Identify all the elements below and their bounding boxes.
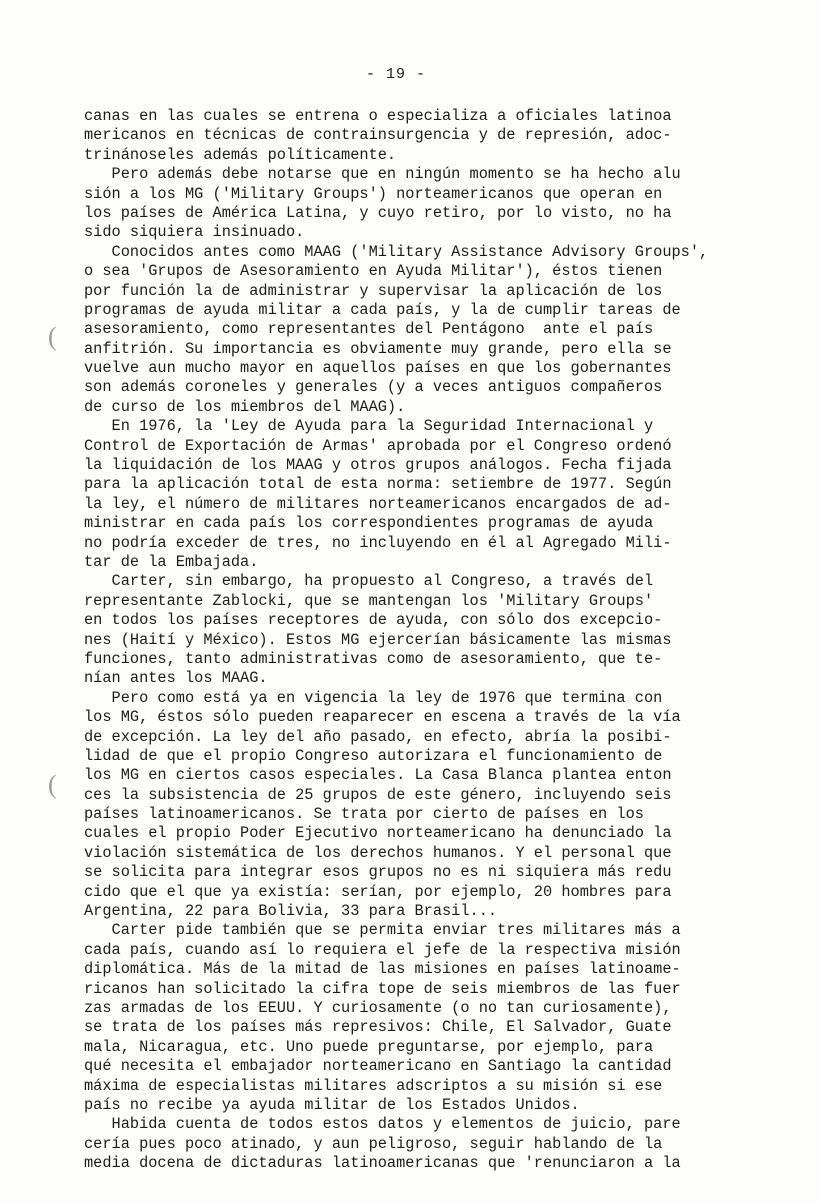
text-line: Carter pide también que se permita enviar tres militares más a (84, 921, 681, 940)
text-line: de curso de los miembros del MAAG). (84, 397, 406, 416)
text-line: máxima de especialistas militares adscriptos a su misión si ese (84, 1076, 663, 1095)
text-line: se trata de los países más represivos: Chile, El Salvador, Guate (84, 1018, 672, 1037)
text-line: los países de América Latina, y cuyo retiro, por lo visto, no ha (84, 203, 672, 222)
text-line: trinánoseles además políticamente. (84, 145, 397, 164)
text-line: no podría exceder de tres, no incluyendo en él al Agregado Mili- (84, 533, 672, 552)
text-line: Pero además debe notarse que en ningún momento se ha hecho alu (84, 165, 681, 184)
text-line: país no recibe ya ayuda militar de los Estados Unidos. (84, 1095, 580, 1114)
text-line: para la aplicación total de esta norma: setiembre de 1977. Según (84, 475, 672, 494)
text-line: los MG en ciertos casos especiales. La Casa Blanca plantea enton (84, 766, 672, 785)
text-line: vuelve aun mucho mayor en aquellos países en que los gobernantes (84, 359, 672, 378)
text-line: Argentina, 22 para Bolivia, 33 para Brasil... (84, 902, 498, 921)
text-line: cuales el propio Poder Ejecutivo norteamericano ha denunciado la (84, 824, 672, 843)
margin-bracket-mark: ( (48, 322, 57, 351)
text-line: tar de la Embajada. (84, 552, 259, 571)
text-line: los MG, éstos sólo pueden reaparecer en escena a través de la vía (84, 708, 681, 727)
text-line: Carter, sin embargo, ha propuesto al Congreso, a través del (84, 572, 654, 591)
text-line: Pero como está ya en vigencia la ley de 1976 que termina con (84, 688, 663, 707)
text-line: canas en las cuales se entrena o especializa a oficiales latinoa (84, 107, 672, 125)
text-line: de excepción. La ley del año pasado, en efecto, abría la posibi- (84, 727, 672, 746)
text-line: cada país, cuando así lo requiera el jefe de la respectiva misión (84, 940, 681, 959)
text-line: la liquidación de los MAAG y otros grupos análogos. Fecha fijada (84, 456, 672, 475)
text-line: diplomática. Más de la mitad de las misiones en países latinoame- (84, 960, 681, 979)
text-line: En 1976, la 'Ley de Ayuda para la Seguridad Internacional y (84, 417, 654, 436)
text-line: media docena de dictaduras latinoamericanas que 'renunciaron a la (84, 1154, 681, 1173)
text-line: o sea 'Grupos de Asesoramiento en Ayuda Militar'), éstos tienen (84, 262, 663, 281)
text-line: funciones, tanto administrativas como de asesoramiento, que te- (84, 649, 663, 668)
text-line: Control de Exportación de Armas' aprobada por el Congreso ordenó (84, 436, 672, 455)
text-line: cido que el que ya existía: serían, por ejemplo, 20 hombres para (84, 882, 672, 901)
text-line: asesoramiento, como representantes del Pentágono ante el país (84, 320, 654, 339)
text-line: cería pues poco atinado, y aun peligroso, seguir hablando de la (84, 1134, 663, 1153)
text-line: nes (Haití y México). Estos MG ejercerían básicamente las mismas (84, 630, 672, 649)
text-line: países latinoamericanos. Se trata por cierto de países en los (84, 805, 644, 824)
text-line: ces la subsistencia de 25 grupos de este género, incluyendo seis (84, 785, 672, 804)
text-line: sión a los MG ('Military Groups') norteamericanos que operan en (84, 184, 663, 203)
margin-bracket-mark: ( (48, 770, 57, 799)
text-line: ricanos han solicitado la cifra tope de seis miembros de las fuer (84, 979, 681, 998)
text-line: programas de ayuda militar a cada país, y la de cumplir tareas de (84, 300, 681, 319)
text-line: lidad de que el propio Congreso autorizara el funcionamiento de (84, 746, 663, 765)
text-line: ministrar en cada país los correspondientes programas de ayuda (84, 514, 654, 533)
page-number: - 19 - (365, 66, 426, 83)
text-line: representante Zablocki, que se mantengan los 'Military Groups' (84, 591, 654, 610)
text-line: mericanos en técnicas de contrainsurgencia y de represión, adoc- (84, 126, 672, 145)
body-text (84, 107, 744, 1173)
text-line: se solicita para integrar esos grupos no es ni siquiera más redu (84, 863, 672, 882)
text-line: zas armadas de los EEUU. Y curiosamente (o no tan curiosamente), (84, 998, 672, 1017)
text-line: mala, Nicaragua, etc. Uno puede preguntarse, por ejemplo, para (84, 1037, 654, 1056)
text-line: por función la de administrar y supervisar la aplicación de los (84, 281, 663, 300)
text-line: anfitrión. Su importancia es obviamente muy grande, pero ella se (84, 339, 672, 358)
text-line: la ley, el número de militares norteamericanos encargados de ad- (84, 494, 672, 513)
text-line: violación sistemática de los derechos humanos. Y el personal que (84, 843, 672, 862)
text-line: nían antes los MAAG. (84, 669, 268, 688)
text-line: en todos los países receptores de ayuda, con sólo dos excepcio- (84, 611, 663, 630)
text-line: Conocidos antes como MAAG ('Military Assistance Advisory Groups', (84, 242, 709, 261)
text-line: Habida cuenta de todos estos datos y elementos de juicio, pare (84, 1115, 681, 1134)
text-line: qué necesita el embajador norteamericano en Santiago la cantidad (84, 1057, 672, 1076)
text-line: son además coroneles y generales (y a veces antiguos compañeros (84, 378, 663, 397)
text-line: sido siquiera insinuado. (84, 223, 305, 242)
